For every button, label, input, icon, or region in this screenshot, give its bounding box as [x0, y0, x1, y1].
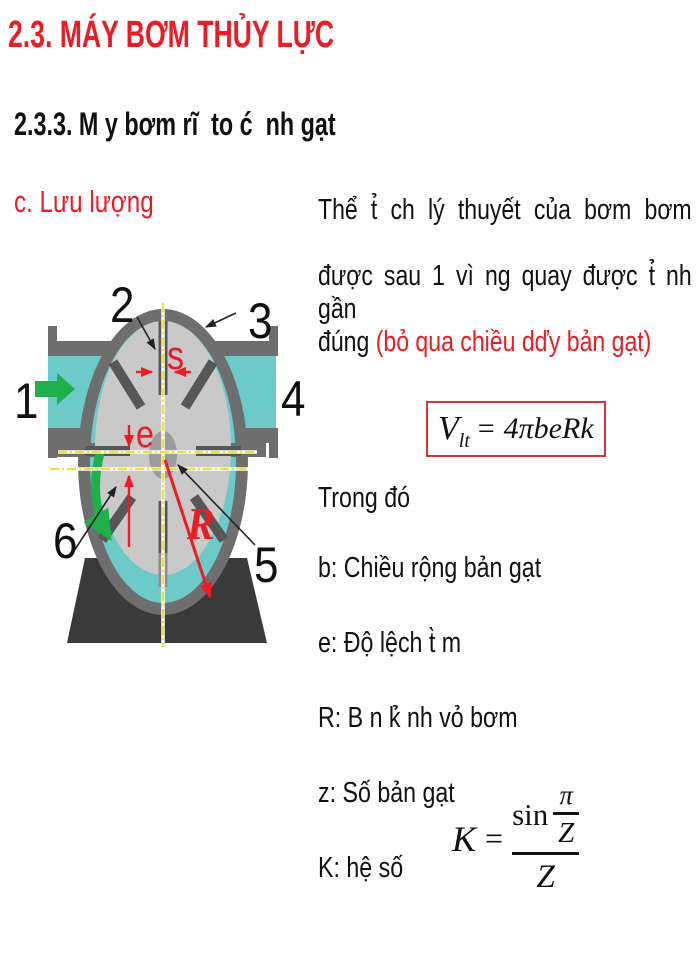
formula-k-outer-denominator: Z: [536, 858, 555, 895]
part-label-6: 6: [53, 512, 78, 569]
part-label-2: 2: [110, 285, 135, 333]
definition-R: R: B n k̉ nh vỏ bơm: [318, 702, 518, 734]
dimension-R-label: R: [187, 499, 215, 550]
formula-k-inner-denominator: Z: [558, 816, 575, 849]
formula-v-variable: V: [438, 410, 459, 447]
leader-arrow-3: [206, 313, 236, 327]
paragraph-line-3-red: (bỏ qua chiều dďy bản gạt): [375, 326, 652, 358]
formula-k-equals: =: [485, 820, 504, 857]
definition-K: K: hệ số: [318, 852, 404, 884]
formula-k-lhs: K: [452, 818, 477, 859]
part-label-4: 4: [281, 370, 306, 427]
formula-k-numerator: [512, 782, 579, 848]
paragraph-line-3-black: đúng: [318, 326, 376, 358]
definition-z: z: Số bản gạt: [318, 777, 455, 809]
dimension-e-label: e: [136, 413, 154, 456]
slide-subtitle: 2.3.3. M y bơm rĩ to ć nh gạt: [14, 106, 336, 142]
formula-v-box: [426, 401, 606, 457]
formula-k-pi: π: [559, 780, 574, 810]
dimension-s-label: s: [167, 332, 185, 378]
pump-diagram-svg: [10, 285, 310, 660]
formula-k-outer-bar: [512, 852, 579, 855]
part-label-1: 1: [14, 372, 39, 429]
part-label-5: 5: [254, 536, 279, 593]
formula-v-rhs: = 4πbeRk: [475, 412, 594, 445]
formula-k: [452, 782, 579, 895]
paragraph-line-3: [318, 326, 692, 359]
paragraph-line-2: được sau 1 vì ng quay được t̉ nh gần: [318, 260, 692, 325]
paragraph-line-1: Thể t̉ ch lý thuyết của bơm bơm: [318, 194, 692, 226]
pump-diagram: [10, 285, 310, 660]
formula-v-subscript: lt: [458, 430, 470, 452]
page-title: 2.3. MÁY BƠM THỦY LỰC: [8, 14, 335, 56]
formula-k-sin: sin: [512, 796, 549, 832]
where-label: Trong đó: [318, 482, 410, 514]
formula-k-fraction: [512, 782, 579, 895]
definition-e: e: Độ lệch t̀ m: [318, 627, 462, 659]
section-heading: c. Lưu lượng: [14, 184, 154, 219]
definition-b: b: Chiều rộng bản gạt: [318, 552, 542, 584]
part-label-3: 3: [248, 292, 273, 349]
formula-k-inner-bar: [553, 812, 579, 815]
formula-k-inner-fraction: [553, 782, 579, 848]
